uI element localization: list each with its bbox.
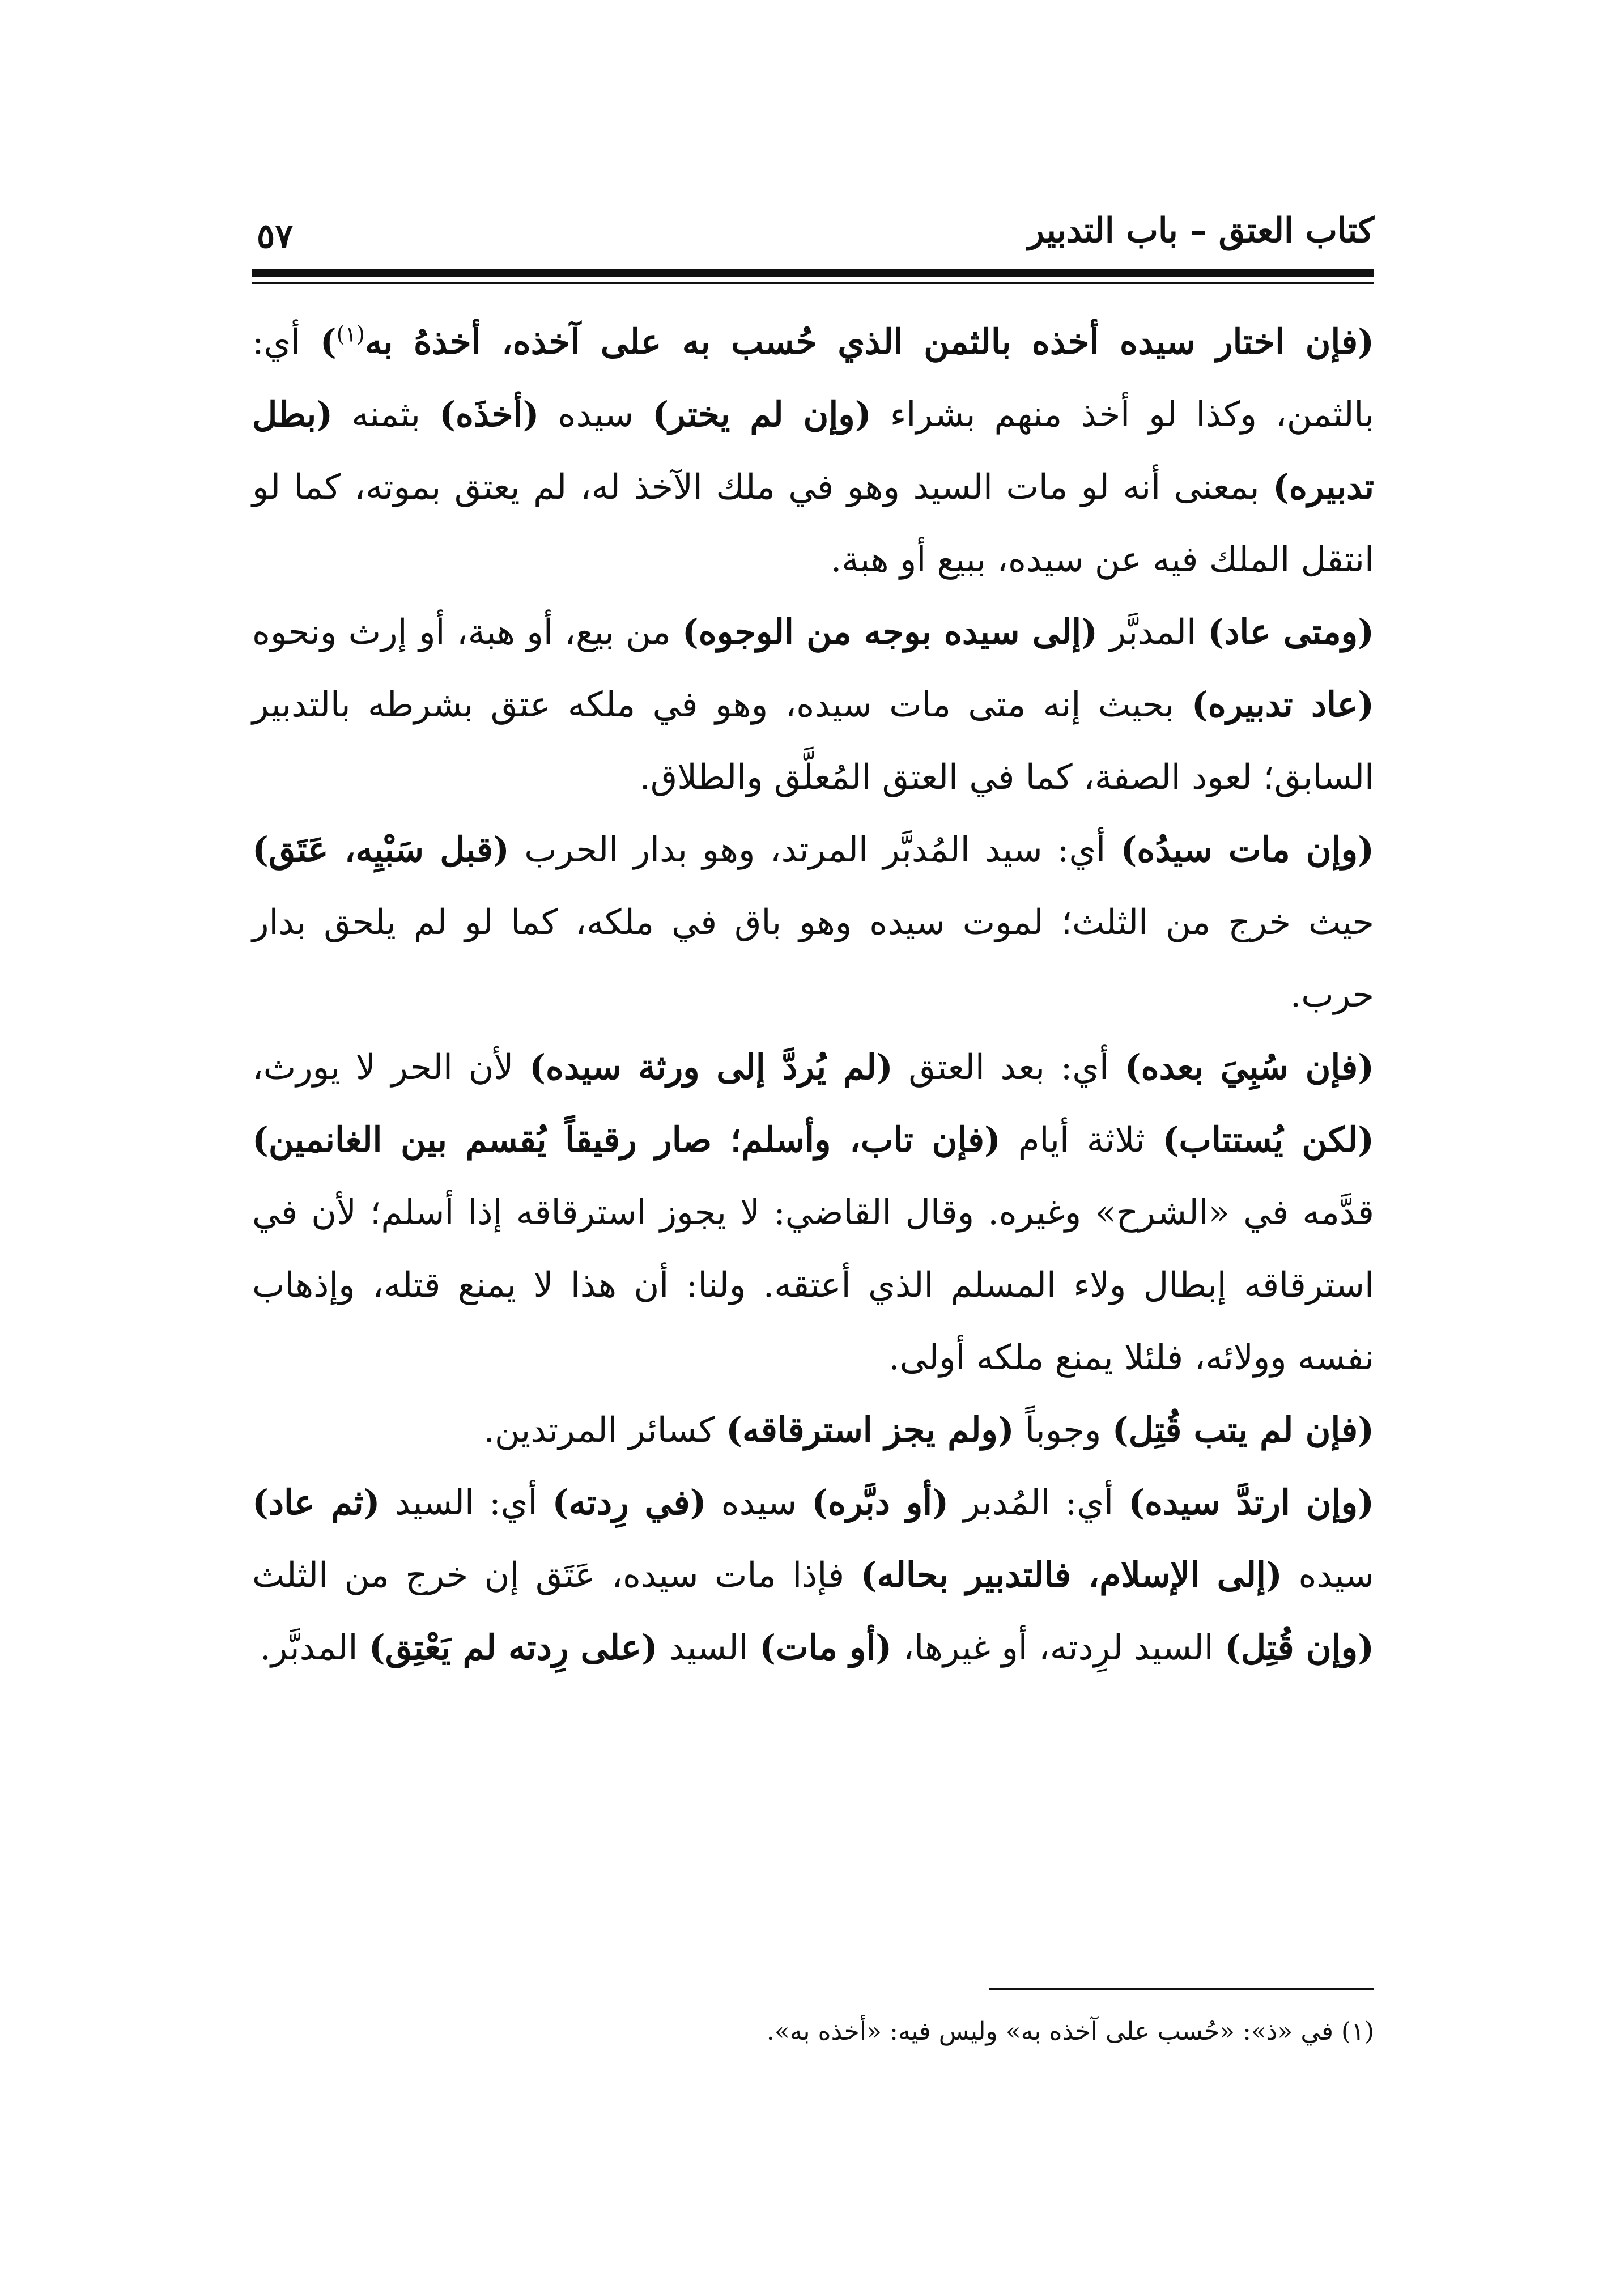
matn-text: (فإن اختار سيده أخذه بالثمن الذي حُسب به على آخذه، أخذهُ به [364,322,1374,362]
sharh-text: لأن الحر لا يورث، [252,1047,530,1088]
header-rule-thick [252,269,1374,277]
paragraph [252,814,1374,1031]
footnote: (١) في «ذ»: «حُسب على آخذه به» وليس فيه: «أخذه به». [766,2017,1374,2046]
footnote-marker: (١) [336,321,365,347]
sharh-text: قدَّمه في «الشرح» وغيره. وقال القاضي: لا يجوز استرقاقه إذا أسلم؛ لأن في استرقاقه إبطال ولاء المسلم الذي أعتقه. ولنا: أن هذا لا يمنع قتله، وإذهاب نفسه وولائه، فلئلا يمنع ملكه أولى. [252,1192,1374,1378]
matn-text: (وإن ارتدَّ سيده) [1128,1483,1375,1523]
matn-text: (إلى الإسلام، فالتدبير بحاله) [860,1555,1282,1595]
sharh-text: حيث خرج من الثلث؛ لموت سيده وهو باق في ملكه، كما لو لم يلحق بدار حرب. [252,902,1374,1015]
matn-text: (ولم يجز استرقاقه) [726,1410,1014,1450]
matn-text: (فإن سُبِيَ بعده) [1124,1047,1374,1088]
paragraph [252,1467,1374,1684]
matn-text: (على رِدته لم يَعْتِق) [368,1628,658,1668]
sharh-text: سيده [706,1483,812,1523]
sharh-text: بحيث إنه متى مات سيده، وهو في ملكه عتق بشرطه بالتدبير السابق؛ لعود الصفة، كما في العتق المُعلَّق والطلاق. [252,685,1374,797]
matn-text: (بطل تدبيره) [252,394,1374,507]
paragraph [252,1394,1374,1467]
footnote-separator [989,1988,1374,1990]
matn-text: (قبل سَبْيِه، عَتَق) [252,830,509,870]
sharh-text: المدبَّر [1098,612,1208,652]
matn-text: (فإن تاب، وأسلم؛ صار رقيقاً يُقسم بين الغانمين) [252,1120,1001,1160]
matn-text: (وإن مات سيدُه) [1120,830,1374,870]
matn-text: (لكن يُستتاب) [1162,1120,1374,1160]
sharh-text: ثلاثة أيام [1000,1120,1163,1160]
matn-text: (وإن لم يختر) [652,394,871,435]
page-header [252,204,1374,266]
matn-text: ) [320,322,337,362]
matn-text: (أخذَه) [439,394,539,435]
running-title: كتاب العتق – باب التدبير [1028,211,1374,250]
sharh-text: المدبَّر. [260,1628,369,1668]
header-rule-thin [252,282,1374,284]
paragraph [252,1031,1374,1394]
matn-text: (ثم عاد) [252,1483,380,1523]
paragraph [252,306,1374,596]
sharh-text: فإذا مات سيده، عَتَق إن خرج من الثلث [252,1555,861,1595]
matn-text: (إلى سيده بوجه من الوجوه) [682,612,1098,652]
matn-text: (ومتى عاد) [1208,612,1374,652]
matn-text: (لم يُردَّ إلى ورثة سيده) [529,1047,893,1088]
sharh-text: أي: سيد المُدبَّر المرتد، وهو بدار الحرب [509,830,1121,870]
matn-text: (فإن لم يتب قُتِل) [1112,1410,1374,1450]
matn-text: (وإن قُتِل) [1225,1628,1374,1668]
page-number: ٥٧ [257,216,294,256]
sharh-text: أي: المُدبر [949,1483,1129,1523]
sharh-text: أي: بعد العتق [892,1047,1125,1088]
sharh-text: كسائر المرتدين. [483,1410,726,1450]
sharh-text: السيد [657,1628,760,1668]
matn-text: (في رِدته) [552,1483,707,1523]
sharh-text: من بيع، أو هبة، أو إرث ونحوه [252,612,682,652]
sharh-text: بثمنه [333,394,440,435]
main-text [252,306,1374,1684]
sharh-text: سيده [1282,1555,1375,1595]
sharh-text: سيده [539,394,653,435]
sharh-text: بمعنى أنه لو مات السيد وهو في ملك الآخذ له، لم يعتق بموته، كما لو انتقل الملك فيه عن سيده، ببيع أو هبة. [252,467,1374,580]
sharh-text: وجوباً [1014,1410,1112,1450]
paragraph [252,596,1374,814]
sharh-text: أي: السيد [380,1483,552,1523]
sharh-text: أي: بالثمن، وكذا لو أخذ منهم بشراء [252,322,1374,435]
matn-text: (أو دبَّره) [811,1483,949,1523]
matn-text: (عاد تدبيره) [1191,685,1374,725]
sharh-text: السيد لرِدته، أو غيرها، [892,1628,1225,1668]
matn-text: (أو مات) [759,1628,892,1668]
